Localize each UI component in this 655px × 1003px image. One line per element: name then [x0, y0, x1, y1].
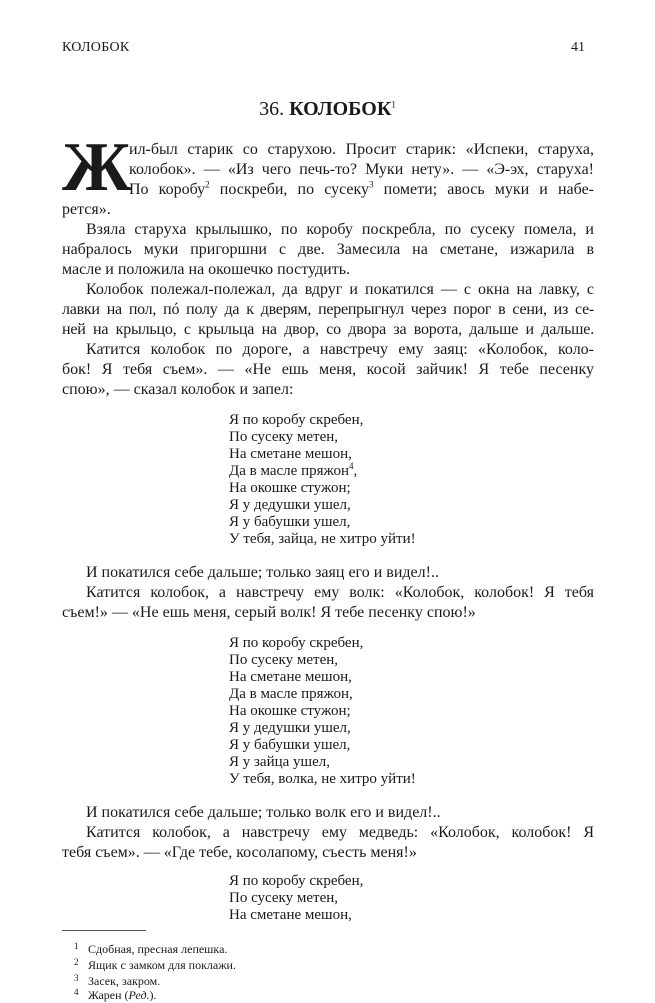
paragraph-line: рется». [62, 201, 111, 218]
paragraph-line: ил-был старик со старухою. Просит старик: «Испеки, старуха, [129, 141, 594, 158]
verse-line: Я у бабушки ушел, [229, 737, 351, 753]
verse-line: На окошке стужон; [229, 703, 351, 719]
footnote-ref-1: 1 [391, 99, 396, 110]
verse-line: По сусеку метен, [229, 429, 339, 445]
verse-line: Да в масле пряжон, [229, 686, 353, 702]
paragraph-line: спою», — сказал колобок и запел: [62, 381, 294, 398]
drop-cap: Ж [62, 129, 132, 206]
paragraph-line: Колобок полежал-полежал, да вдруг и покатился — с окна на лавку, с [86, 281, 594, 298]
paragraph-line: ней на крыльцо, с крыльца на двор, со двора за ворота, дальше и дальше. [62, 321, 594, 338]
footnote-number: 4 [74, 987, 79, 997]
footnote: 2 Ящик с замком для поклажи. [74, 954, 236, 973]
chapter-number: 36. [259, 98, 285, 120]
running-header: КОЛОБОК [62, 40, 130, 55]
chapter-title [0, 98, 655, 121]
verse-line: Я у дедушки ушел, [229, 720, 351, 736]
chapter-name: КОЛОБОК [289, 98, 392, 120]
paragraph-line: колобок». — «Из чего печь-то? Муки нету». — «Э-эх, старуха! [129, 161, 594, 178]
paragraph-line: тебя съем». — «Где тебе, косолапому, съесть меня!» [62, 844, 417, 861]
paragraph-line: Катится колобок по дороге, а навстречу ему заяц: «Колобок, коло- [86, 341, 594, 358]
verse-line: Я по коробу скребен, [229, 873, 364, 889]
footnote: 3 Засек, закром. [74, 970, 160, 989]
footnote-number: 2 [74, 957, 79, 967]
footnote: 1 Сдобная, пресная лепешка. [74, 938, 227, 957]
footnote-number: 3 [74, 973, 79, 983]
paragraph-line: Катится колобок, а навстречу ему волк: «Колобок, колобок! Я тебя [86, 584, 594, 601]
verse-line: Я по коробу скребен, [229, 635, 364, 651]
footnote-ref-4: 4 [349, 461, 354, 471]
footnote-number: 1 [74, 941, 79, 951]
footnote-rule [62, 930, 146, 931]
verse-line: У тебя, зайца, не хитро уйти! [229, 531, 416, 547]
verse-line: Я у зайца ушел, [229, 754, 330, 770]
verse-line: На сметане мешон, [229, 669, 352, 685]
footnote: 4 Жарен (Ред.). [74, 984, 157, 1003]
paragraph-line: съем!» — «Не ешь меня, серый волк! Я тебе песенку спою!» [62, 604, 476, 621]
paragraph-line: Катится колобок, а навстречу ему медведь: «Колобок, колобок! Я [86, 824, 594, 841]
verse-line: У тебя, волка, не хитро уйти! [229, 771, 416, 787]
verse-line: Я у дедушки ушел, [229, 497, 351, 513]
paragraph-line: масле и положила на окошечко постудить. [62, 261, 350, 278]
paragraph-line: И покатился себе дальше; только волк его и видел!.. [86, 804, 441, 821]
paragraph-line: набралось муки пригоршни с две. Замесила на сметане, изжарила в [62, 241, 594, 258]
verse-line: Да в масле пряжон$^4$, [229, 461, 358, 479]
footnote-ref-2: 2 [205, 179, 210, 190]
verse-line: По сусеку метен, [229, 652, 339, 668]
page-number: 41 [571, 40, 585, 55]
verse-line: Я у бабушки ушел, [229, 514, 351, 530]
paragraph-line: бок! Я тебя съем». — «Не ешь меня, косой зайчик! Я тебе песенку [62, 361, 594, 378]
verse-line: На окошке стужон; [229, 480, 351, 496]
verse-line: На сметане мешон, [229, 446, 352, 462]
paragraph-line: По коробу$^2$ поскреби, по сусеку$^3$ помети; авось муки и набе- [129, 179, 595, 198]
verse-line: На сметане мешон, [229, 907, 352, 923]
verse-line: По сусеку метен, [229, 890, 339, 906]
paragraph-line: Взяла старуха крылышко, по коробу поскребла, по сусеку помела, и [86, 221, 594, 238]
paragraph-line: И покатился себе дальше; только заяц его и видел!.. [86, 564, 439, 581]
paragraph-line: лавки на пол, пó полу да к дверям, перепрыгнул через порог в сени, из се- [62, 301, 594, 318]
verse-line: Я по коробу скребен, [229, 412, 364, 428]
footnote-ref-3: 3 [369, 179, 374, 190]
